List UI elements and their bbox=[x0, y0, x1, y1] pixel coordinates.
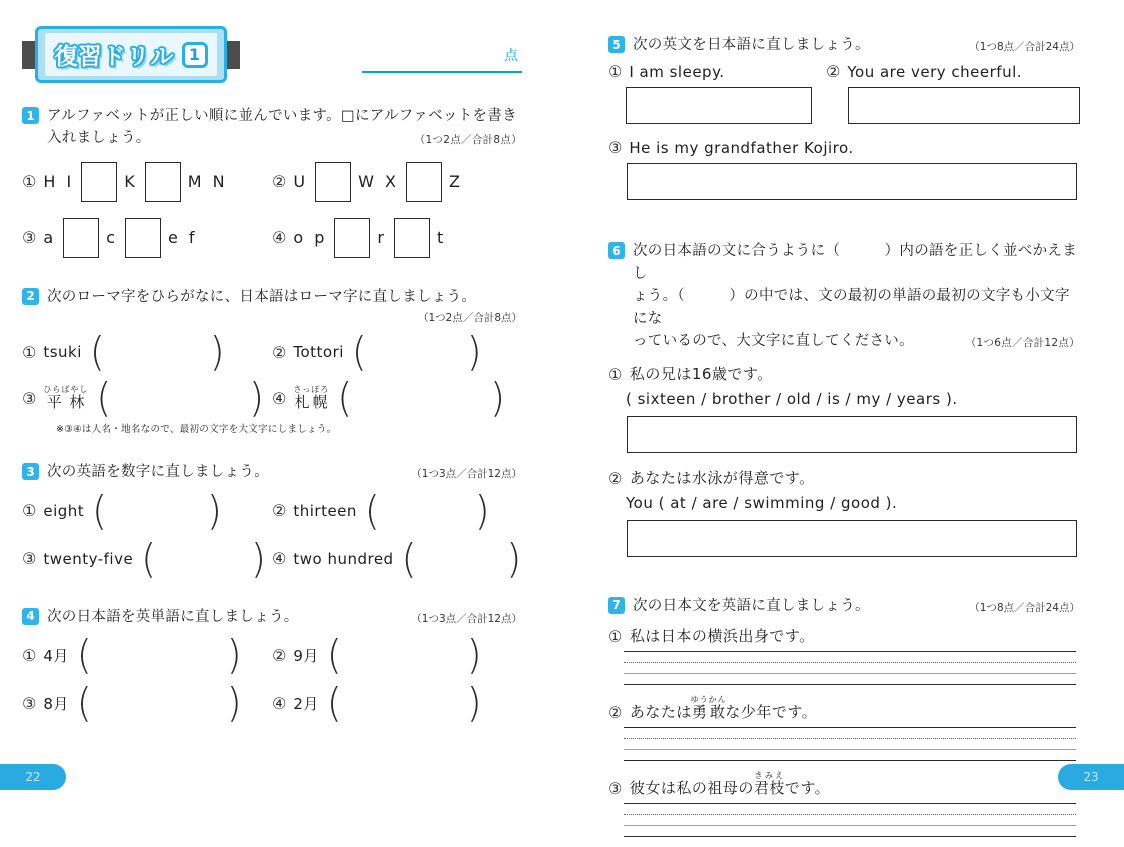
item-number: ④ bbox=[272, 549, 287, 569]
q1-row-1 bbox=[22, 162, 522, 202]
item-number: ② bbox=[608, 703, 623, 723]
question-prompt: 次の日本語を英単語に直しましょう。 bbox=[47, 608, 299, 625]
q1-item-3 bbox=[22, 218, 272, 258]
item-word: twenty-five bbox=[43, 549, 134, 568]
writing-line-dotted bbox=[624, 662, 1076, 663]
letter-sequence: o p bbox=[293, 228, 328, 248]
answer-box[interactable] bbox=[627, 416, 1077, 453]
points-label: （1つ2点／合計8点） bbox=[414, 134, 522, 147]
writing-line-top bbox=[624, 803, 1076, 804]
writing-line-top bbox=[624, 651, 1076, 652]
item-word: eight bbox=[43, 501, 85, 520]
item-word: 2月 bbox=[293, 694, 319, 713]
furigana: きみえ bbox=[753, 771, 785, 781]
item-word: 8月 bbox=[43, 694, 69, 713]
item-number: ③ bbox=[22, 549, 37, 569]
q1-row-2 bbox=[22, 218, 522, 258]
sentence-japanese: あなたは勇敢ゆうかんな少年です。 bbox=[629, 695, 818, 722]
answer-box[interactable] bbox=[626, 87, 812, 124]
q5-item-2-label bbox=[826, 62, 1022, 81]
q3-row-1 bbox=[22, 487, 522, 534]
answer-paren-blank[interactable]: ( ) bbox=[326, 680, 482, 727]
question-5 bbox=[608, 34, 1080, 200]
furigana: さっぽろ bbox=[293, 384, 330, 394]
sentence-japanese: あなたは水泳が得意です。 bbox=[629, 468, 815, 487]
q4-row-1 bbox=[22, 632, 522, 679]
left-page bbox=[22, 0, 522, 727]
sentence-english: I am sleepy. bbox=[629, 62, 725, 81]
question-prompt: 次のローマ字をひらがなに、日本語はローマ字に直しましょう。 bbox=[47, 288, 477, 305]
writing-lines[interactable] bbox=[624, 727, 1076, 761]
letter-sequence: K bbox=[124, 172, 138, 192]
item-number: ① bbox=[22, 501, 37, 521]
question-2 bbox=[22, 286, 522, 435]
item-number: ② bbox=[826, 62, 841, 82]
answer-paren-blank[interactable]: ( ) bbox=[76, 632, 242, 679]
q2-item-1 bbox=[22, 329, 272, 376]
capitalization-note: ※③④は人名・地名なので、最初の文字を大文字にしましょう。 bbox=[56, 424, 337, 436]
item-word: 平林ひらばやし bbox=[43, 384, 89, 411]
q2-item-4 bbox=[272, 375, 522, 422]
item-number: ① bbox=[22, 645, 37, 665]
points-label: （1つ3点／合計12点） bbox=[411, 468, 522, 481]
sentence-english: He is my grandfather Kojiro. bbox=[629, 138, 854, 157]
answer-box[interactable] bbox=[627, 163, 1077, 200]
item-number: ① bbox=[608, 627, 623, 647]
answer-paren-blank[interactable]: ( ) bbox=[364, 487, 490, 534]
writing-line-dotted bbox=[624, 814, 1076, 815]
item-word: Tottori bbox=[293, 343, 344, 362]
item-number: ① bbox=[22, 342, 37, 362]
q1-item-2 bbox=[272, 162, 522, 202]
answer-letter-box[interactable] bbox=[406, 162, 442, 202]
question-prompt: 次の英文を日本語に直しましょう。 bbox=[633, 37, 870, 53]
item-number: ④ bbox=[272, 388, 287, 408]
question-7 bbox=[608, 595, 1080, 837]
item-number: ② bbox=[272, 645, 287, 665]
q3-row-2 bbox=[22, 535, 522, 582]
item-word: 4月 bbox=[43, 646, 69, 665]
q6-item-2-words: You ( at / are / swimming / good ). bbox=[626, 493, 898, 512]
letter-sequence: H I bbox=[43, 172, 75, 192]
item-number: ② bbox=[272, 501, 287, 521]
answer-paren-blank[interactable]: ( ) bbox=[89, 329, 225, 376]
answer-paren-blank[interactable]: ( ) bbox=[351, 329, 482, 376]
item-number: ④ bbox=[272, 693, 287, 713]
page-number-left: 22 bbox=[0, 764, 66, 790]
q2-row-2 bbox=[22, 375, 522, 422]
answer-letter-box[interactable] bbox=[315, 162, 351, 202]
item-number: ③ bbox=[608, 138, 623, 158]
letter-sequence: a bbox=[43, 228, 57, 248]
question-number-badge: 5 bbox=[608, 36, 625, 53]
item-word: two hundred bbox=[293, 549, 394, 568]
q5-label-row bbox=[608, 62, 1080, 81]
writing-line-baseline bbox=[624, 749, 1076, 750]
question-number-badge: 1 bbox=[22, 107, 39, 124]
answer-letter-box[interactable] bbox=[334, 218, 370, 258]
writing-line-baseline bbox=[624, 673, 1076, 674]
item-number: ③ bbox=[22, 388, 37, 408]
q2-row-1 bbox=[22, 329, 522, 376]
answer-paren-blank[interactable]: ( ) bbox=[337, 375, 505, 422]
q3-item-1 bbox=[22, 487, 272, 534]
item-word: 札幌さっぽろ bbox=[293, 384, 330, 411]
writing-line-bottom bbox=[624, 836, 1076, 837]
question-prompt-line2: 入れましょう。 bbox=[47, 130, 151, 147]
q2-item-2 bbox=[272, 329, 522, 376]
writing-line-baseline bbox=[624, 825, 1076, 826]
q7-item-1-japanese bbox=[608, 625, 1080, 646]
item-number: ① bbox=[22, 172, 37, 192]
letter-sequence: U bbox=[293, 172, 309, 192]
drill-title: 復習ドリル bbox=[54, 44, 175, 70]
item-word: tsuki bbox=[43, 343, 82, 362]
question-prompt: 次の日本文を英語に直しましょう。 bbox=[633, 597, 870, 614]
q3-item-2 bbox=[272, 487, 522, 534]
furigana: ひらばやし bbox=[43, 384, 89, 394]
letter-sequence: Z bbox=[448, 172, 463, 192]
q4-item-3 bbox=[22, 680, 272, 727]
question-number-badge: 7 bbox=[608, 597, 625, 614]
answer-letter-box[interactable] bbox=[81, 162, 117, 202]
writing-line-dotted bbox=[624, 738, 1076, 739]
question-prompt-line3: っているので、大文字に直してください。 （1つ6点／合計12点） bbox=[633, 330, 1080, 352]
answer-box[interactable] bbox=[848, 87, 1080, 124]
sentence-japanese: 彼女は私の祖母の君枝きみえです。 bbox=[629, 771, 831, 798]
points-label: （1つ8点／合計24点） bbox=[969, 601, 1080, 614]
q6-item-1-words: ( sixteen / brother / old / is / my / years ). bbox=[626, 389, 958, 408]
answer-paren-blank[interactable]: ( ) bbox=[326, 632, 482, 679]
writing-lines[interactable] bbox=[624, 651, 1076, 685]
answer-box[interactable] bbox=[627, 520, 1077, 557]
item-number: ① bbox=[608, 364, 623, 384]
item-number: ④ bbox=[272, 228, 287, 248]
item-number: ③ bbox=[22, 693, 37, 713]
points-label: （1つ3点／合計12点） bbox=[411, 612, 522, 625]
item-word: 9月 bbox=[293, 646, 319, 665]
q4-item-4 bbox=[272, 680, 522, 727]
q4-item-2 bbox=[272, 632, 522, 679]
item-number: ② bbox=[272, 342, 287, 362]
page-header bbox=[22, 26, 522, 83]
answer-letter-box[interactable] bbox=[125, 218, 161, 258]
letter-sequence: e f bbox=[167, 228, 198, 248]
question-prompt: 次の日本語の文に合うように（ ）内の語を正しく並べかえまし bbox=[633, 243, 1077, 282]
points-label: （1つ2点／合計8点） bbox=[417, 312, 522, 325]
answer-paren-blank[interactable]: ( ) bbox=[96, 375, 264, 422]
letter-sequence: W X bbox=[358, 172, 399, 192]
item-number: ② bbox=[272, 172, 287, 192]
writing-line-bottom bbox=[624, 684, 1076, 685]
item-number: ① bbox=[608, 62, 623, 82]
letter-sequence: M N bbox=[187, 172, 228, 192]
q6-item-2-japanese bbox=[608, 467, 1080, 488]
q7-item-3-japanese bbox=[608, 771, 1080, 798]
answer-paren-blank[interactable]: ( ) bbox=[141, 535, 266, 582]
answer-letter-box[interactable] bbox=[145, 162, 181, 202]
q3-item-3 bbox=[22, 535, 272, 582]
question-3 bbox=[22, 461, 522, 582]
question-prompt: 次の英語を数字に直しましょう。 bbox=[47, 464, 269, 481]
right-page bbox=[608, 0, 1080, 847]
q5-box-row bbox=[608, 87, 1080, 124]
furigana: ゆうかん bbox=[690, 695, 727, 705]
answer-paren-blank[interactable]: ( ) bbox=[401, 535, 522, 582]
writing-line-bottom bbox=[624, 760, 1076, 761]
writing-line-top bbox=[624, 727, 1076, 728]
q2-item-3 bbox=[22, 375, 272, 422]
q7-item-2-japanese bbox=[608, 695, 1080, 722]
sentence-japanese: 私は日本の横浜出身です。 bbox=[629, 627, 815, 646]
item-number: ③ bbox=[22, 228, 37, 248]
letter-sequence: t bbox=[436, 228, 447, 248]
sentence-english: You are very cheerful. bbox=[847, 62, 1023, 81]
item-number: ② bbox=[608, 468, 623, 488]
writing-lines[interactable] bbox=[624, 803, 1076, 837]
points-label: （1つ6点／合計12点） bbox=[965, 337, 1080, 350]
q5-item-1-label bbox=[608, 62, 826, 81]
letter-sequence: r bbox=[377, 228, 387, 248]
drill-title-badge bbox=[22, 26, 240, 83]
points-label: （1つ8点／合計24点） bbox=[969, 41, 1080, 53]
answer-letter-box[interactable] bbox=[394, 218, 430, 258]
drill-number: 1 bbox=[182, 42, 208, 68]
question-number-badge: 3 bbox=[22, 463, 39, 480]
q4-row-2 bbox=[22, 680, 522, 727]
q5-item-3-label bbox=[608, 138, 1080, 157]
page-number-right: 23 bbox=[1058, 764, 1124, 790]
question-4 bbox=[22, 606, 522, 727]
question-prompt: アルファベットが正しい順に並んでいます。□にアルファベットを書き bbox=[47, 108, 517, 124]
badge-plate bbox=[35, 26, 227, 83]
answer-letter-box[interactable] bbox=[63, 218, 99, 258]
question-number-badge: 6 bbox=[608, 242, 625, 259]
score-blank[interactable]: 点 bbox=[362, 45, 522, 73]
q4-item-1 bbox=[22, 632, 272, 679]
question-number-badge: 2 bbox=[22, 288, 39, 305]
question-6 bbox=[608, 240, 1080, 556]
item-number: ③ bbox=[608, 779, 623, 799]
answer-paren-blank[interactable]: ( ) bbox=[92, 487, 222, 534]
answer-paren-blank[interactable]: ( ) bbox=[76, 680, 242, 727]
q6-item-1-japanese bbox=[608, 363, 1080, 384]
question-1 bbox=[22, 105, 522, 258]
letter-sequence: c bbox=[106, 228, 118, 248]
question-prompt-line2: ょう。（ ）の中では、文の最初の単語の最初の文字も小文字にな bbox=[633, 288, 1070, 327]
q1-item-4 bbox=[272, 218, 522, 258]
q1-item-1 bbox=[22, 162, 272, 202]
question-number-badge: 4 bbox=[22, 608, 39, 625]
item-word: thirteen bbox=[293, 501, 357, 520]
q3-item-4 bbox=[272, 535, 522, 582]
sentence-japanese: 私の兄は16歳です。 bbox=[629, 364, 773, 383]
